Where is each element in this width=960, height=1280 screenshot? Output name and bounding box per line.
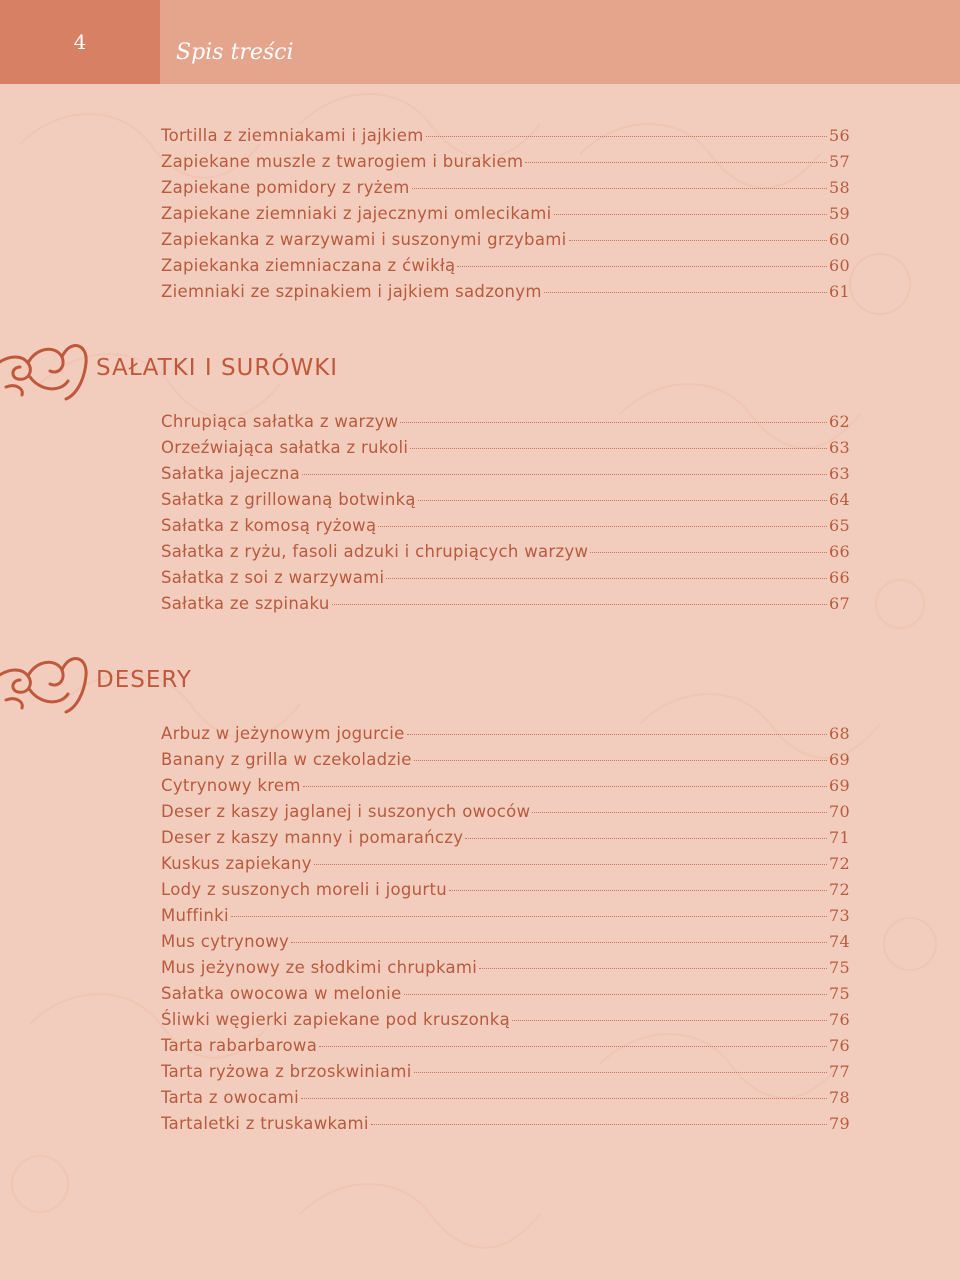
toc-entry: Zapiekane pomidory z ryżem 58 (161, 178, 850, 197)
toc-entry: Kuskus zapiekany 72 (161, 854, 850, 873)
toc-entry: Muffinki 73 (161, 906, 850, 925)
toc-entry: Zapiekanka ziemniaczana z ćwikłą 60 (161, 256, 850, 275)
toc-entry: Lody z suszonych moreli i jogurtu 72 (161, 880, 850, 899)
toc-entry: Śliwki węgierki zapiekane pod kruszonką 76 (161, 1010, 850, 1029)
toc-entry: Orzeźwiająca sałatka z rukoli 63 (161, 438, 850, 457)
page-title: Spis treści (176, 40, 294, 65)
toc-entry: Sałatka ze szpinaku 67 (161, 594, 850, 613)
toc-entry: Deser z kaszy jaglanej i suszonych owoców 70 (161, 802, 850, 821)
toc-entry: Sałatka z komosą ryżową 65 (161, 516, 850, 535)
toc-entry: Zapiekanka z warzywami i suszonymi grzybami 60 (161, 230, 850, 249)
page-number: 4 (73, 30, 87, 54)
flourish-ornament-icon (0, 646, 92, 716)
section-heading-desery: DESERY (96, 667, 192, 693)
toc-entry: Sałatka z ryżu, fasoli adzuki i chrupiących warzyw 66 (161, 542, 850, 561)
toc-entry: Tarta z owocami 78 (161, 1088, 850, 1107)
section-heading-salatki: SAŁATKI I SURÓWKI (96, 355, 339, 381)
toc-entry: Mus jeżynowy ze słodkimi chrupkami 75 (161, 958, 850, 977)
toc-entry: Zapiekane muszle z twarogiem i burakiem 57 (161, 152, 850, 171)
toc-entry: Deser z kaszy manny i pomarańczy 71 (161, 828, 850, 847)
toc-entry: Sałatka z soi z warzywami 66 (161, 568, 850, 587)
toc-entry: Ziemniaki ze szpinakiem i jajkiem sadzonym 61 (161, 282, 850, 301)
toc-entry: Tarta rabarbarowa 76 (161, 1036, 850, 1055)
toc-entry: Sałatka jajeczna 63 (161, 464, 850, 483)
toc-entry: Tartaletki z truskawkami 79 (161, 1114, 850, 1133)
toc-entry: Zapiekane ziemniaki z jajecznymi omlecikami 59 (161, 204, 850, 223)
toc-entry: Sałatka owocowa w melonie 75 (161, 984, 850, 1003)
toc-entry: Cytrynowy krem 69 (161, 776, 850, 795)
page-number-box (0, 0, 160, 84)
toc-entry: Mus cytrynowy 74 (161, 932, 850, 951)
toc-entry: Chrupiąca sałatka z warzyw 62 (161, 412, 850, 431)
toc-entry: Banany z grilla w czekoladzie 69 (161, 750, 850, 769)
toc-entry: Sałatka z grillowaną botwinką 64 (161, 490, 850, 509)
toc-entry: Tarta ryżowa z brzoskwiniami 77 (161, 1062, 850, 1081)
flourish-ornament-icon (0, 333, 92, 403)
toc-entry: Arbuz w jeżynowym jogurcie 68 (161, 724, 850, 743)
toc-entry: Tortilla z ziemniakami i jajkiem 56 (161, 126, 850, 145)
